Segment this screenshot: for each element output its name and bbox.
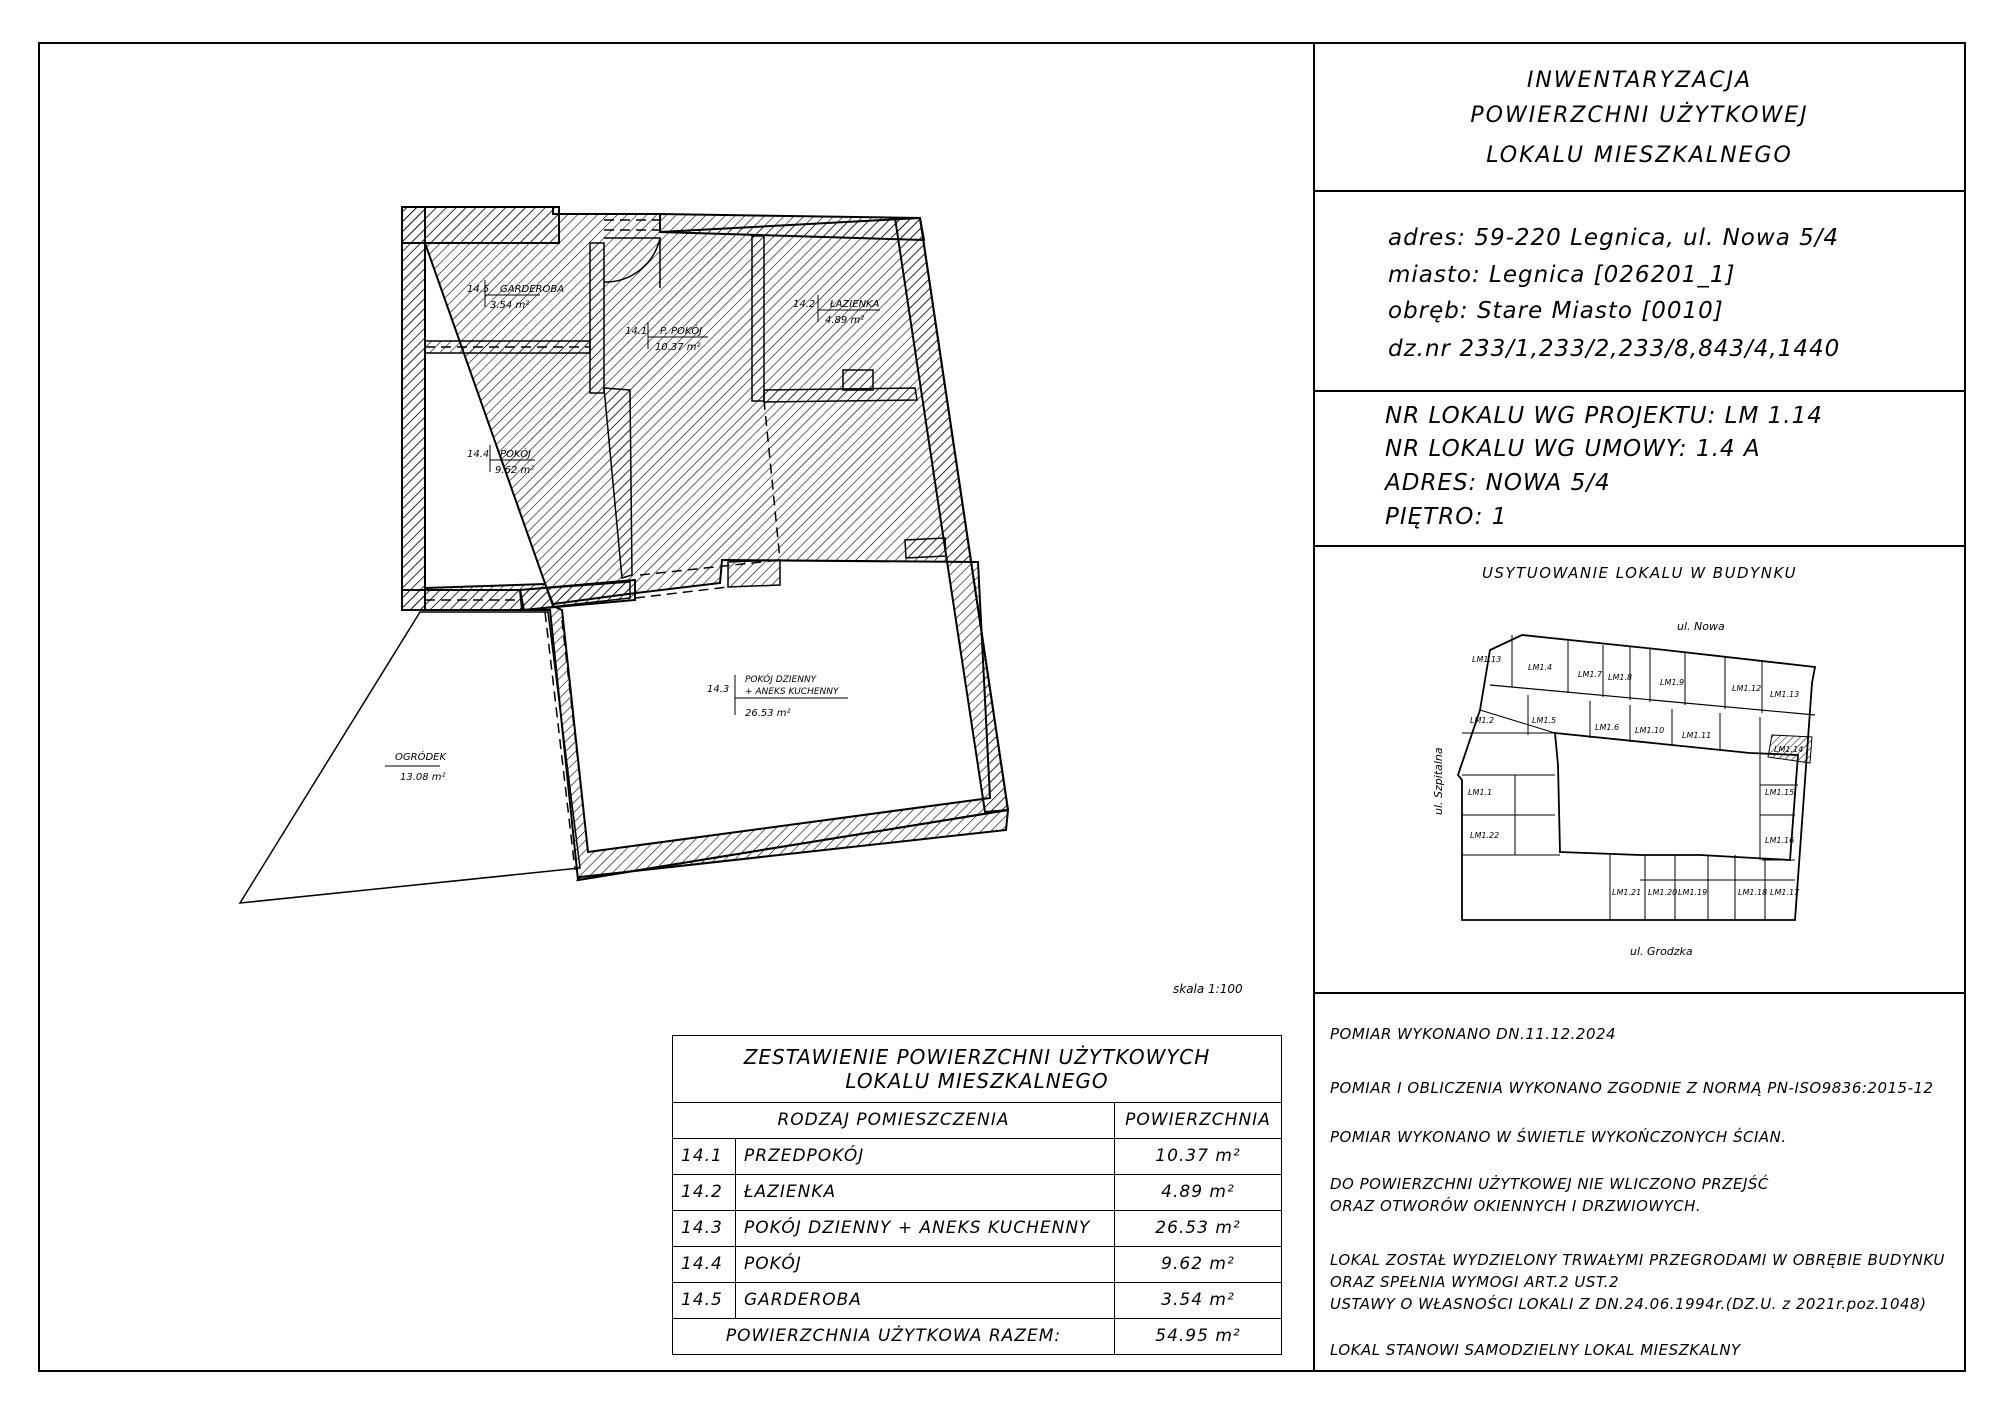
svg-text:LM1.6: LM1.6 — [1595, 723, 1620, 732]
floor-plan — [0, 0, 1310, 1000]
svg-text:POKÓJ: POKÓJ — [500, 449, 532, 460]
svg-text:LM1.1: LM1.1 — [1468, 788, 1493, 797]
separator-location — [1313, 992, 1966, 994]
svg-text:LM1.12: LM1.12 — [1732, 684, 1762, 693]
svg-text:GARDEROBA: GARDEROBA — [500, 284, 565, 295]
room-pokoj-dzienny — [707, 673, 848, 719]
separator-address — [1313, 390, 1966, 392]
svg-text:+ ANEKS KUCHENNY: + ANEKS KUCHENNY — [745, 687, 839, 697]
svg-text:10.37 m²: 10.37 m² — [655, 342, 701, 353]
garden-label — [385, 750, 447, 783]
location-plan-heading: USYTUOWANIE LOKALU W BUDYNKU — [1481, 564, 1798, 582]
svg-text:LM1.21: LM1.21 — [1612, 888, 1642, 897]
title-line-1: INWENTARYZACJA — [1526, 68, 1753, 93]
svg-text:LM1.8: LM1.8 — [1608, 673, 1633, 682]
svg-text:LM1.11: LM1.11 — [1682, 731, 1712, 740]
svg-text:OGRÓDEK: OGRÓDEK — [395, 752, 447, 763]
svg-text:LM1.18: LM1.18 — [1738, 888, 1768, 897]
note-measurement-date: POMIAR WYKONANO DN.11.12.2024 — [1330, 1025, 1617, 1043]
col-room-type: RODZAJ POMIESZCZENIA — [673, 1102, 1115, 1138]
courtyard-outline — [1555, 733, 1798, 860]
svg-text:13.08 m²: 13.08 m² — [400, 772, 446, 783]
unit-labels — [1468, 655, 1803, 897]
svg-text:LM1.17: LM1.17 — [1770, 888, 1800, 897]
note-separation-1: LOKAL ZOSTAŁ WYDZIELONY TRWAŁYMI PRZEGRODAMI W OBRĘBIE BUDYNKU — [1330, 1251, 1945, 1269]
svg-text:ŁAZIENKA: ŁAZIENKA — [830, 299, 880, 310]
svg-text:26.53 m²: 26.53 m² — [745, 708, 791, 719]
svg-text:LM1.7: LM1.7 — [1578, 670, 1603, 679]
note-finished-walls: POMIAR WYKONANO W ŚWIETLE WYKOŃCZONYCH ŚCIAN. — [1330, 1128, 1787, 1146]
title-block-separator — [1313, 42, 1315, 1372]
svg-text:LM1.10: LM1.10 — [1635, 726, 1665, 735]
svg-text:LM1.19: LM1.19 — [1678, 888, 1708, 897]
area-summary-table — [672, 1035, 1282, 1355]
svg-text:POKÓJ DZIENNY: POKÓJ DZIENNY — [745, 675, 817, 685]
svg-text:LM1.13: LM1.13 — [1472, 655, 1502, 664]
note-exclusions-2: ORAZ OTWORÓW OKIENNYCH I DRZWIOWYCH. — [1330, 1197, 1702, 1215]
unit-address: ADRES: NOWA 5/4 — [1385, 470, 1611, 496]
svg-text:14.3: 14.3 — [707, 684, 730, 695]
svg-text:LM1.13: LM1.13 — [1770, 690, 1800, 699]
address-precinct: obręb: Stare Miasto [0010] — [1388, 298, 1724, 324]
street-nowa: ul. Nowa — [1677, 620, 1725, 633]
table-row: 14.1 PRZEDPOKÓJ 10.37 m² — [673, 1138, 1282, 1174]
unit-floor: PIĘTRO: 1 — [1385, 504, 1508, 530]
note-separation-3: USTAWY O WŁASNOŚCI LOKALI Z DN.24.06.1994r.(DZ.U. z 2021r.poz.1048) — [1330, 1295, 1927, 1313]
summary-total-row: POWIERZCHNIA UŻYTKOWA RAZEM: 54.95 m² — [673, 1318, 1282, 1354]
unit-project-number: NR LOKALU WG PROJEKTU: LM 1.14 — [1385, 403, 1823, 429]
svg-text:LM1.15: LM1.15 — [1765, 788, 1795, 797]
svg-text:9.62 m²: 9.62 m² — [495, 465, 535, 476]
svg-text:14.1: 14.1 — [625, 326, 648, 337]
separator-unit — [1313, 545, 1966, 547]
svg-text:14.4: 14.4 — [467, 449, 490, 460]
svg-text:4.89 m²: 4.89 m² — [825, 315, 865, 326]
note-independent-unit: LOKAL STANOWI SAMODZIELNY LOKAL MIESZKALNY — [1330, 1341, 1741, 1359]
title-line-2: POWIERZCHNI UŻYTKOWEJ — [1470, 103, 1809, 128]
table-row: 14.4 POKÓJ 9.62 m² — [673, 1246, 1282, 1282]
title-line-3: LOKALU MIESZKALNEGO — [1486, 143, 1793, 168]
svg-text:3.54 m²: 3.54 m² — [490, 300, 530, 311]
street-szpitalna: ul. Szpitalna — [1432, 747, 1445, 815]
table-row: 14.2 ŁAZIENKA 4.89 m² — [673, 1174, 1282, 1210]
summary-title: ZESTAWIENIE POWIERZCHNI UŻYTKOWYCH LOKALU MIESZKALNEGO — [673, 1036, 1282, 1103]
col-area: POWIERZCHNIA — [1115, 1102, 1282, 1138]
address-city: miasto: Legnica [026201_1] — [1388, 262, 1736, 288]
table-row: 14.3 POKÓJ DZIENNY + ANEKS KUCHENNY 26.53 m² — [673, 1210, 1282, 1246]
room-pokoj — [467, 445, 535, 476]
location-plan — [1420, 615, 1920, 960]
address-parcels: dz.nr 233/1,233/2,233/8,843/4,1440 — [1388, 336, 1841, 362]
note-exclusions-1: DO POWIERZCHNI UŻYTKOWEJ NIE WLICZONO PRZEJŚĆ — [1330, 1175, 1769, 1193]
svg-text:14.2: 14.2 — [793, 299, 816, 310]
svg-text:LM1.16: LM1.16 — [1765, 836, 1795, 845]
svg-text:LM1.14: LM1.14 — [1774, 745, 1804, 754]
address-street: adres: 59-220 Legnica, ul. Nowa 5/4 — [1388, 225, 1840, 251]
note-separation-2: ORAZ SPEŁNIA WYMOGI ART.2 UST.2 — [1330, 1273, 1620, 1291]
table-row: 14.5 GARDEROBA 3.54 m² — [673, 1282, 1282, 1318]
svg-text:LM1.4: LM1.4 — [1528, 663, 1553, 672]
svg-text:LM1.5: LM1.5 — [1532, 716, 1557, 725]
unit-contract-number: NR LOKALU WG UMOWY: 1.4 A — [1385, 436, 1761, 462]
note-standard: POMIAR I OBLICZENIA WYKONANO ZGODNIE Z NORMĄ PN-ISO9836:2015-12 — [1330, 1079, 1934, 1097]
street-grodzka: ul. Grodzka — [1630, 945, 1693, 958]
svg-text:P. POKÓJ: P. POKÓJ — [660, 326, 703, 337]
scale-label: skala 1:100 — [1173, 982, 1243, 996]
svg-text:LM1.2: LM1.2 — [1470, 716, 1495, 725]
svg-text:LM1.22: LM1.22 — [1470, 831, 1500, 840]
svg-text:LM1.20: LM1.20 — [1648, 888, 1678, 897]
svg-text:LM1.9: LM1.9 — [1660, 678, 1685, 687]
separator-title — [1313, 190, 1966, 192]
svg-text:14.5: 14.5 — [467, 284, 490, 295]
